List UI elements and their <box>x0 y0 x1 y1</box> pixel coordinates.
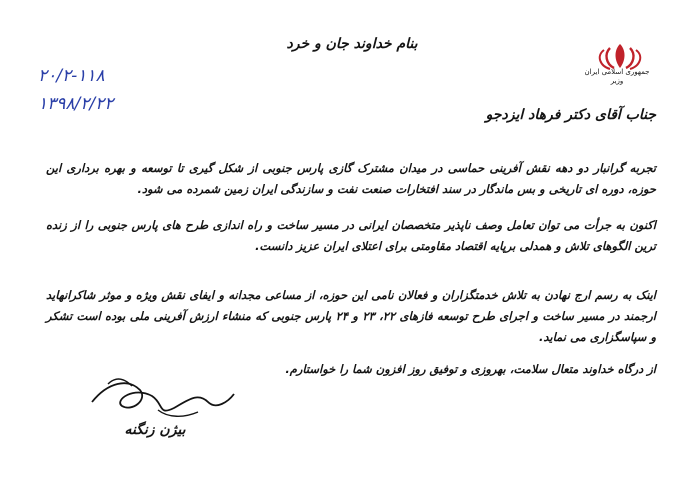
body-paragraph-1: تجربه گرانبار دو دهه نقش آفرینی حماسی در میدان مشترک گازی پارس جنوبی از شکل گیری تا توسعه و بهره برداری این حوزه، دوره ای تاریخی و بس ماندگار در سند افتخارات صنعت نفت و سازندگی ایران زمین شمرده می شود. <box>46 161 656 196</box>
emblem-caption-text: جمهوری اسلامی ایران وزیر <box>584 68 650 85</box>
addressee: جناب آقای دکتر فرهاد ایزدجو <box>485 107 656 123</box>
letter-date: ۱۳۹۸/۲/۲۲ <box>38 94 114 114</box>
bismillah-heading: بنام خداوند جان و خرد <box>286 36 418 52</box>
closing-line: از درگاه خداوند متعال سلامت، بهروزی و توفیق روز افزون شما را خواستارم. <box>285 362 656 376</box>
signer-name: بیژن زنگنه <box>124 422 186 438</box>
emblem-caption <box>582 68 652 86</box>
handwritten-signature <box>88 372 238 422</box>
iran-emblem-icon <box>590 42 650 70</box>
letter-number: ۲۰/۲-۱۱۸ <box>38 66 105 86</box>
body-paragraph-2: اکنون به جرأت می توان تعامل وصف ناپذیر متخصصان ایرانی در مسیر ساخت و راه اندازی طرح های پارس جنوبی را از زنده ترین الگوهای تلاش و همدلی برپایه اقتصاد مقاومتی برای اعتلای ایران عزیز دانست. <box>46 218 656 253</box>
body-paragraph-3: اینک به رسم ارج نهادن به تلاش خدمتگزاران و فعالان نامی این حوزه، از مساعی مجدانه و ایفای نقش ویژه و موثر شاکرانهاید ارجمند در مسیر ساخت و اجرای طرح توسعه فازهای ۲۲، ۲۳ و ۲۴ پارس جنوبی که منشاء ارزش آفرینی ملی بوده است تشکر و سپاسگزاری می نماید. <box>46 288 657 344</box>
